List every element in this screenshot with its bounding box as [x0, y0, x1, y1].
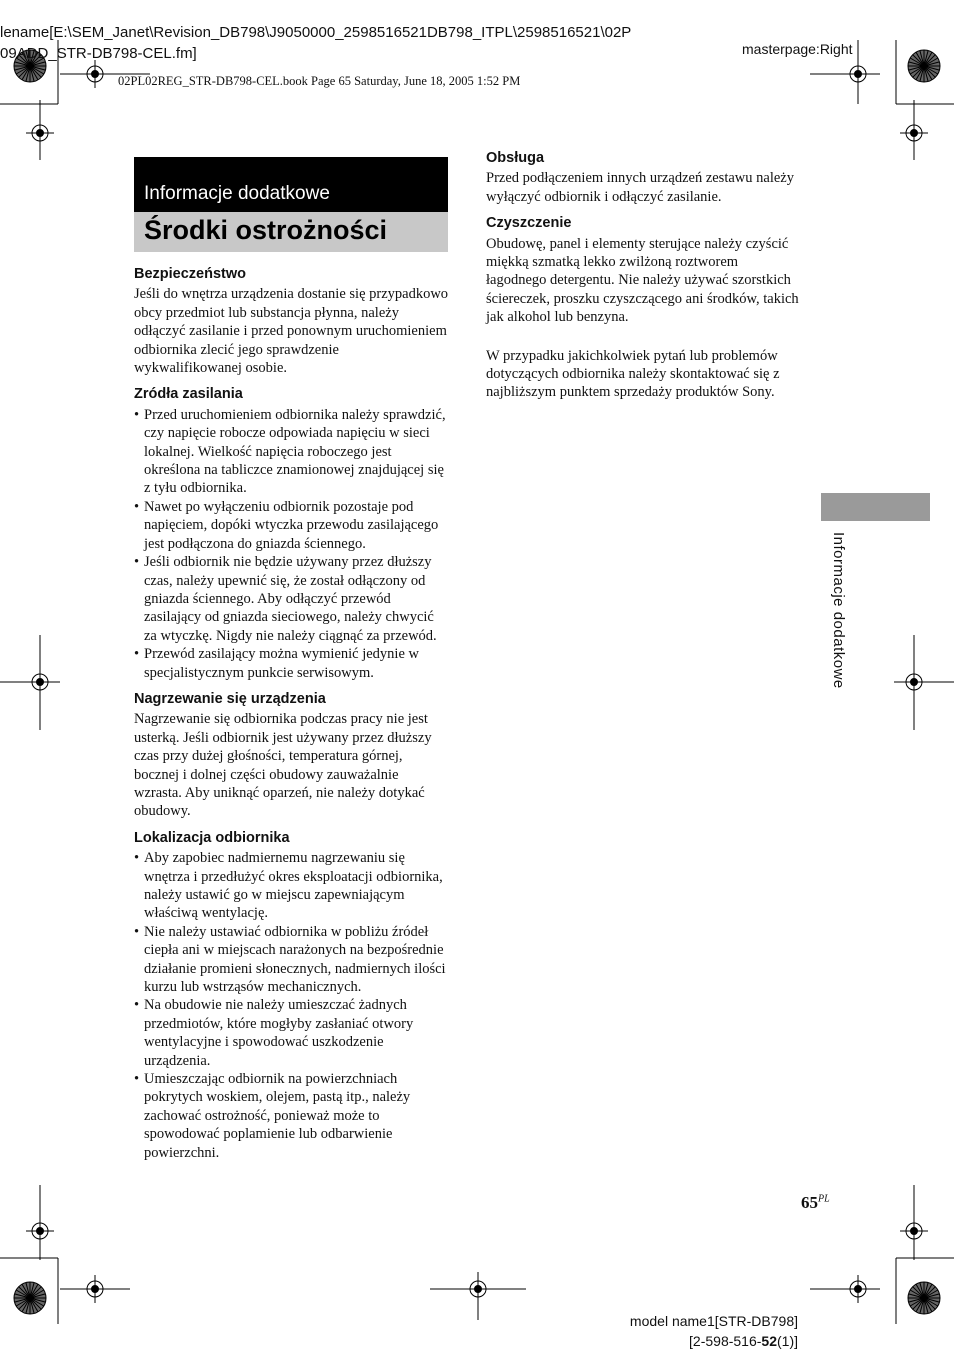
section-safety [134, 265, 450, 377]
section-heading: Zródła zasilania [134, 386, 243, 403]
list-item: • Nie należy ustawiać odbiornika w pobliżu źródeł ciepła ani w miejscach narażonych na bezpośrednie działanie promieni słonecznych, nadmiernych ilości kurzu lub wstrząsów mechanicznych. [134, 923, 450, 997]
list-item: • Przewód zasilający można wymienić jedynie w specjalistycznym punkcie serwisowym. [134, 645, 450, 682]
section-title: Informacje dodatkowe [144, 183, 330, 204]
section-operation [486, 149, 802, 206]
section-heading: Bezpieczeństwo [134, 266, 246, 282]
model-info: model name1[STR-DB798] [2-598-516-52(1)] [629, 1313, 798, 1349]
page-heading: Środki ostrożności [144, 215, 388, 245]
page-heading-bar [134, 212, 448, 252]
section-text: Przed podłączeniem innych urządzeń zestawu należy wyłączyć odbiornik i odłączyć zasilanie. [486, 170, 794, 205]
section-text: Obudowę, panel i elementy sterujące należy czyścić miękką szmatką lekko zwilżoną roztworem łagodnego detergentu. Nie należy używać szorstkich ściereczek, proszku czyszczącego ani środków, takich jak alkohol lub benzyna. [486, 235, 799, 326]
list-item: • Aby zapobiec nadmiernemu nagrzewaniu się wnętrza i przedłużyć okres eksploatacji odbiornika, należy ustawić go w miejscu zapewniającym właściwą wentylację. [134, 849, 450, 923]
section-text: Nagrzewanie się odbiornika podczas pracy nie jest usterką. Jeśli odbiornik jest używany przez dłuższy czas przy dużej głośności, temperatura górnej, bocznej i dolnej części obudowy zauważalnie wzrasta. Aby uniknąć oparzeń, nie należy dotykać obudowy. [134, 711, 432, 820]
section-power [134, 385, 450, 682]
section-heating [134, 690, 450, 821]
page-number: $65^{PL}$ [801, 1193, 830, 1212]
section-placement [134, 829, 450, 1162]
section-heading: Nagrzewanie się urządzenia [134, 690, 326, 707]
header-filename: lename[E:\SEM_Janet\Revision_DB798\J9050000_2598516521DB798_ITPL\2598516521\02P 09ADD_STR-DB798-CEL.fm] [0, 24, 632, 62]
section-text: Jeśli do wnętrza urządzenia dostanie się przypadkowo obcy przedmiot lub substancja płynna, należy odłączyć zasilanie i przed ponownym uruchomieniem odbiornika zlecić jego sprawdzenie wykwalifikowanej osobie. [134, 286, 449, 377]
closing-note: W przypadku jakichkolwiek pytań lub problemów dotyczących odbiornika należy skontaktować się z najbliższym punktem sprzedaży produktów Sony. [486, 347, 780, 401]
list-item: • Nawet po wyłączeniu odbiornik pozostaje pod napięciem, dopóki wtyczka przewodu zasilającego jest podłączona do gniazda ściennego. [134, 498, 450, 553]
section-heading: Lokalizacja odbiornika [134, 829, 290, 846]
side-tab-marker [821, 493, 930, 521]
list-item: • Przed uruchomieniem odbiornika należy sprawdzić, czy napięcie robocze odpowiada napięciu w sieci lokalnej. Wielkość napięcia roboczego jest określona na tabliczce znamionowej znajdującej się z tyłu odbiornika. [134, 406, 450, 498]
bullet-list [134, 406, 450, 682]
list-item: • Na obudowie nie należy umieszczać żadnych przedmiotów, które mogłyby zasłaniać otwory wentylacyjne i spowodować uszkodzenie urządzenia. [134, 996, 450, 1070]
header-masterpage: masterpage:Right [742, 41, 853, 57]
section-heading: Obsługa [486, 150, 545, 166]
right-column [486, 149, 802, 402]
side-tab-label: Informacje dodatkowe [830, 532, 847, 689]
section-heading: Czyszczenie [486, 215, 572, 232]
section-title-bar [134, 157, 448, 212]
list-item: • Umieszczając odbiornik na powierzchniach pokrytych woskiem, olejem, pastą itp., należy zachować ostrożność, ponieważ może to spowodować poplamienie lub odbarwienie powierzchni. [134, 1070, 450, 1162]
bullet-list [134, 849, 450, 1162]
section-cleaning [486, 214, 802, 326]
header-book-info: 02PL02REG_STR-DB798-CEL.book Page 65 Saturday, June 18, 2005 1:52 PM [118, 74, 521, 88]
list-item: • Jeśli odbiornik nie będzie używany przez dłuższy czas, należy upewnić się, że został odłączony od gniazda ściennego. Aby odłączyć przewód zasilający od gniazda sieciowego, należy chwycić za wtyczkę. Nigdy nie należy ciągnąć za przewód. [134, 553, 450, 645]
left-column [134, 265, 450, 1170]
